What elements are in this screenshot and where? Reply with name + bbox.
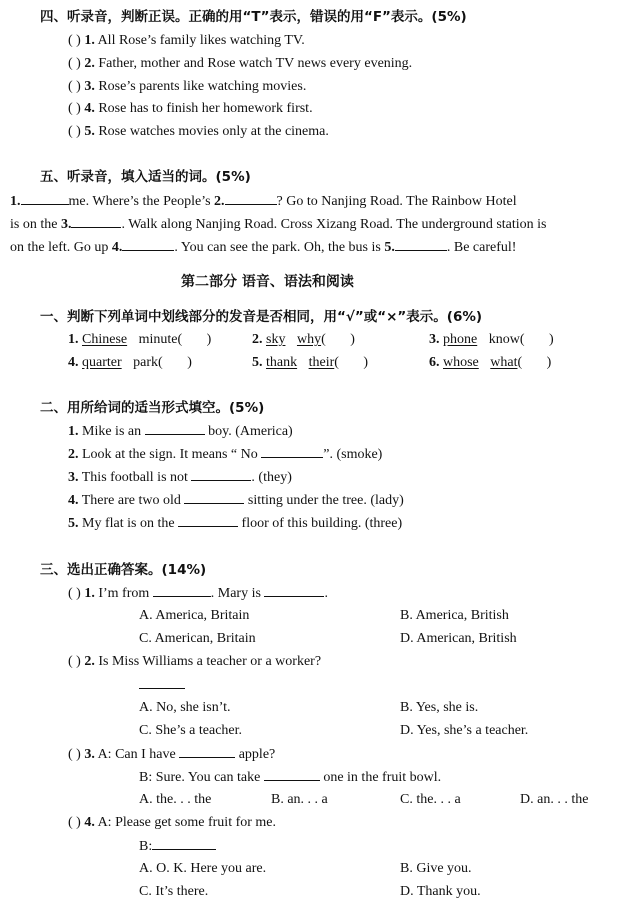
q4-option-c[interactable]: C. It’s there. bbox=[139, 884, 209, 899]
p3-title: 三、选出正确答案。(14%) bbox=[40, 562, 207, 578]
q1-option-c[interactable]: C. American, Britain bbox=[139, 631, 256, 646]
fill-blank[interactable] bbox=[178, 513, 238, 527]
p2-item-1: 1. Mike is an boy. (America) bbox=[68, 421, 293, 442]
fill-blank[interactable] bbox=[261, 444, 323, 458]
q1-option-b[interactable]: B. America, British bbox=[400, 608, 509, 623]
answer-paren[interactable]: ( ) bbox=[68, 586, 81, 601]
blank-3[interactable] bbox=[71, 214, 121, 228]
answer-paren[interactable]: ( ) bbox=[68, 56, 81, 71]
p2-item-3: 3. This football is not . (they) bbox=[68, 467, 292, 488]
blank-1[interactable] bbox=[21, 191, 69, 205]
s5-line-3: on the left. Go up 4. . You can see the park. Oh, the bus is 5. . Be careful! bbox=[10, 237, 516, 258]
q3-option-c[interactable]: C. the. . . a bbox=[400, 792, 461, 807]
p2-item-2: 2. Look at the sign. It means “ No ”. (smoke) bbox=[68, 444, 382, 465]
pair-5: 5. thank their( ) bbox=[252, 355, 369, 370]
q4-option-d[interactable]: D. Thank you. bbox=[400, 884, 481, 899]
q2-option-c[interactable]: C. She’s a teacher. bbox=[139, 723, 243, 738]
fill-blank[interactable] bbox=[264, 767, 320, 781]
q1-option-a[interactable]: A. America, Britain bbox=[139, 608, 250, 623]
p3-q2: ( ) 2. Is Miss Williams a teacher or a worker? bbox=[68, 654, 322, 669]
q3-option-d[interactable]: D. an. . . the bbox=[520, 792, 589, 807]
pair-2: 2. sky why( ) bbox=[252, 332, 355, 347]
pair-3: 3. phone know( ) bbox=[429, 332, 554, 347]
q4-option-a[interactable]: A. O. K. Here you are. bbox=[139, 861, 267, 876]
q4-option-b[interactable]: B. Give you. bbox=[400, 861, 472, 876]
q2-option-a[interactable]: A. No, she isn’t. bbox=[139, 700, 231, 715]
answer-paren[interactable]: ( ) bbox=[68, 747, 81, 762]
p3-q3: ( ) 3. A: Can I have apple? bbox=[68, 744, 275, 765]
p3-q4: ( ) 4. A: Please get some fruit for me. bbox=[68, 815, 277, 830]
q1-option-d[interactable]: D. American, British bbox=[400, 631, 517, 646]
p3-q1: ( ) 1. I’m from . Mary is . bbox=[68, 583, 328, 604]
blank-5[interactable] bbox=[395, 237, 447, 251]
part-2-title: 第二部分 语音、语法和阅读 bbox=[181, 274, 354, 290]
s5-line-2: is on the 3. . Walk along Nanjing Road. Cross Xizang Road. The underground station is bbox=[10, 214, 547, 235]
answer-paren[interactable]: ( ) bbox=[68, 124, 81, 139]
s4-item-4: ( ) 4. Rose has to finish her homework first. bbox=[68, 101, 313, 116]
blank-2[interactable] bbox=[225, 191, 277, 205]
fill-blank[interactable] bbox=[191, 467, 251, 481]
blank-4[interactable] bbox=[122, 237, 174, 251]
p3-q4-line2: B: bbox=[139, 836, 216, 857]
s4-item-2: ( ) 2. Father, mother and Rose watch TV news every evening. bbox=[68, 56, 413, 71]
pair-4: 4. quarter park( ) bbox=[68, 355, 192, 370]
answer-paren[interactable]: ( ) bbox=[68, 101, 81, 116]
p1-title: 一、判断下列单词中划线部分的发音是否相同，用“√”或“×”表示。(6%) bbox=[40, 309, 483, 325]
fill-blank[interactable] bbox=[264, 583, 324, 597]
pair-6: 6. whose what( ) bbox=[429, 355, 552, 370]
fill-blank[interactable] bbox=[184, 490, 244, 504]
q3-option-b[interactable]: B. an. . . a bbox=[271, 792, 328, 807]
fill-blank[interactable] bbox=[145, 421, 205, 435]
s4-item-1: ( ) 1. All Rose’s family likes watching TV. bbox=[68, 33, 305, 48]
s4-item-3: ( ) 3. Rose’s parents like watching movies. bbox=[68, 79, 307, 94]
fill-blank[interactable] bbox=[179, 744, 235, 758]
fill-blank[interactable] bbox=[153, 583, 211, 597]
s5-line-1: 1. me. Where’s the People’s 2. ? Go to Nanjing Road. The Rainbow Hotel bbox=[10, 191, 517, 212]
pair-1: 1. Chinese minute( ) bbox=[68, 332, 212, 347]
p2-title: 二、用所给词的适当形式填空。(5%) bbox=[40, 400, 265, 416]
section-4-title: 四、听录音，判断正误。正确的用“T”表示，错误的用“F”表示。(5%) bbox=[40, 9, 467, 25]
q3-option-a[interactable]: A. the. . . the bbox=[139, 792, 212, 807]
q2-answer-line[interactable] bbox=[139, 675, 185, 696]
p2-item-4: 4. There are two old sitting under the tree. (lady) bbox=[68, 490, 404, 511]
p2-item-5: 5. My flat is on the floor of this building. (three) bbox=[68, 513, 402, 534]
q2-option-d[interactable]: D. Yes, she’s a teacher. bbox=[400, 723, 529, 738]
p3-q3-line2: B: Sure. You can take one in the fruit bowl. bbox=[139, 767, 441, 788]
answer-paren[interactable]: ( ) bbox=[68, 79, 81, 94]
fill-blank[interactable] bbox=[152, 836, 216, 850]
answer-paren[interactable]: ( ) bbox=[68, 815, 81, 830]
answer-paren[interactable]: ( ) bbox=[68, 33, 81, 48]
answer-paren[interactable]: ( ) bbox=[68, 654, 81, 669]
q2-option-b[interactable]: B. Yes, she is. bbox=[400, 700, 479, 715]
s4-item-5: ( ) 5. Rose watches movies only at the cinema. bbox=[68, 124, 329, 139]
section-5-title: 五、听录音，填入适当的词。(5%) bbox=[40, 169, 251, 185]
